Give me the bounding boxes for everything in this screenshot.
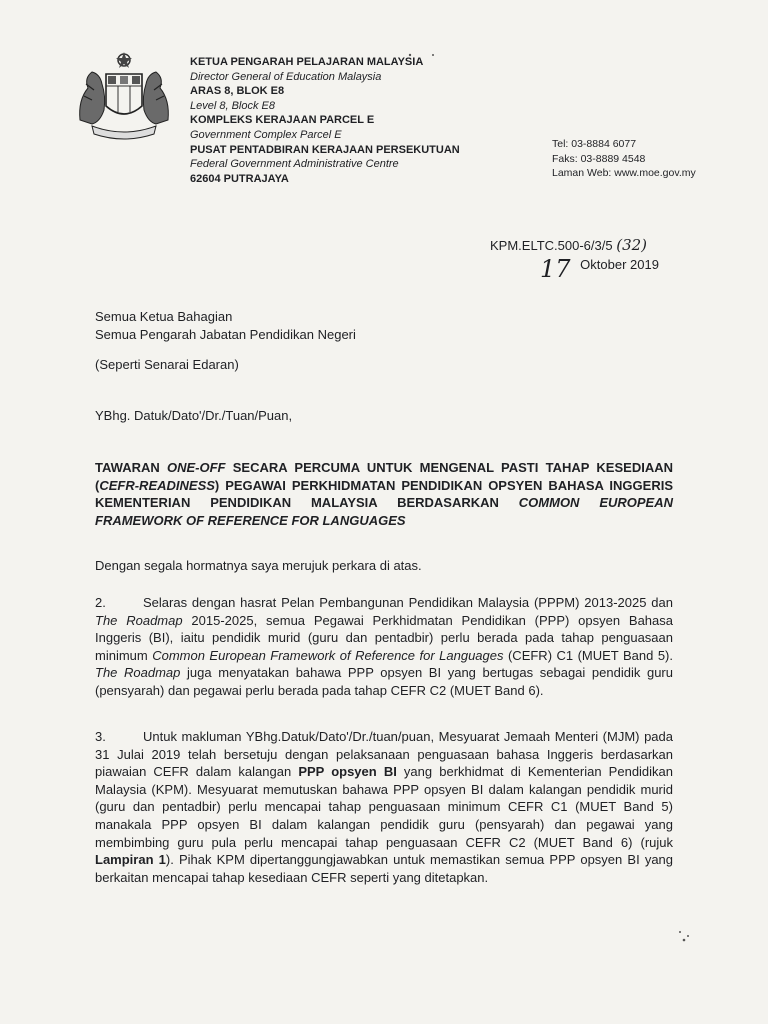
date-month-year: Oktober 2019 — [580, 257, 659, 272]
website: Laman Web: www.moe.gov.my — [552, 167, 696, 180]
distribution-note: (Seperti Senarai Edaran) — [95, 357, 239, 372]
title-text: TAWARAN — [95, 460, 167, 475]
telephone: Tel: 03-8884 6077 — [552, 138, 637, 150]
ref-no: KPM.ELTC.500-6/3/5 — [490, 238, 613, 253]
address-line: PUSAT PENTADBIRAN KERAJAAN PERSEKUTUAN — [190, 143, 460, 156]
recipients — [95, 308, 673, 343]
postcode-city: 62604 PUTRAJAYA — [190, 172, 289, 185]
address-line-en: Level 8, Block E8 — [190, 99, 275, 112]
address-line-en: Government Complex Parcel E — [190, 128, 342, 141]
ref-handwritten: (32) — [616, 236, 648, 254]
letter-date — [540, 255, 659, 283]
letter-title — [95, 459, 673, 529]
reference-number — [490, 237, 647, 254]
scan-speck — [687, 935, 689, 937]
coat-of-arms-icon — [70, 50, 178, 142]
salutation: YBhg. Datuk/Dato'/Dr./Tuan/Puan, — [95, 408, 293, 423]
contact-block — [552, 137, 696, 181]
title-text: COMMON EUROPEAN FRAMEWORK OF REFERENCE FOR LANGUAGES — [95, 495, 673, 528]
title-text: ) PEGAWAI PERKHIDMATAN PENDIDIKAN OPSYEN BAHASA INGGERIS KEMENTERIAN PENDIDIKAN MALAYSIA BERDASARKAN — [95, 477, 673, 511]
title-text: ONE-OFF — [167, 460, 226, 475]
scan-speck — [679, 931, 681, 933]
paragraph-3 — [95, 728, 673, 886]
address-line: KOMPLEKS KERAJAAN PARCEL E — [190, 114, 375, 127]
paragraph-text: Common European Framework of Reference for Languages — [152, 647, 504, 663]
letterhead — [190, 55, 460, 186]
address-line-en: Federal Government Administrative Centre — [190, 158, 399, 171]
paragraph-number: 2. — [95, 595, 106, 610]
fax: Faks: 03-8889 4548 — [552, 152, 646, 165]
paragraph-text: juga menyatakan bahawa PPP opsyen BI yang bertugas sebagai pendidik guru (pensyarah) dan pegawai perlu berada pada tahap CEFR C2 (MUET Band 6). — [95, 665, 673, 698]
paragraph-text: Selaras dengan hasrat Pelan Pembangunan Pendidikan Malaysia (PPPM) 2013-2025 dan — [143, 595, 673, 610]
paragraph-text: The Roadmap — [95, 612, 183, 628]
date-day-handwritten: 17 — [540, 255, 571, 283]
title-text: CEFR-READINESS — [99, 477, 215, 493]
recipient-line: Semua Ketua Bahagian — [95, 309, 233, 324]
paragraph-text: Untuk makluman YBhg.Datuk/Dato'/Dr./tuan/puan, Mesyuarat Jemaah Menteri (MJM) pada 31 Julai 2019 telah bersetuju dengan pelaksanaan penguasaan bahasa Inggeris berdasarkan piawaian CEFR dalam kalangan — [95, 729, 673, 780]
paragraph-text: (CEFR) C1 (MUET Band 5). — [503, 647, 673, 663]
paragraph-text: ). Pihak KPM dipertanggungjawabkan untuk memastikan semua PPP opsyen BI yang berkaitan mencapai tahap kesediaan CEFR seperti yang ditetapkan. — [95, 852, 674, 885]
paragraph-text: yang berkhidmat di Kementerian Pendidikan Malaysia (KPM). Mesyuarat memutuskan bahawa PPP opsyen BI dalam kalangan pendidik murid (guru dan pentadbir) perlu mencapai tahap penguasaan minimum CEFR C1 (MUET Band 5) manakala PPP opsyen BI dalam kalangan pendidik guru (pensyarah) dan pegawai yang membimbing guru pula perlu mencapai tahap penguasaan CEFR C2 (MUET Band 6) (rujuk — [95, 764, 674, 850]
title-text: SECARA PERCUMA UNTUK MENGENAL PASTI TAHAP KESEDIAAN ( — [95, 460, 673, 493]
opening-line: Dengan segala hormatnya saya merujuk perkara di atas. — [95, 558, 422, 573]
paragraph-text: Lampiran 1 — [95, 852, 166, 868]
paragraph-2 — [95, 594, 673, 700]
recipient-line: Semua Pengarah Jabatan Pendidikan Negeri — [95, 326, 356, 342]
scan-speck — [683, 939, 686, 942]
paragraph-text: 2015-2025, semua Pegawai Perkhidmatan Pendidikan (PPP) opsyen Bahasa Inggeris (BI), iaitu pendidik murid (guru dan pentadbir) perlu berada pada tahap penguasaan minimum — [95, 612, 673, 663]
paragraph-number: 3. — [95, 729, 106, 744]
paragraph-text: PPP opsyen BI — [298, 764, 397, 780]
address-line: ARAS 8, BLOK E8 — [190, 85, 285, 98]
org-name-en: Director General of Education Malaysia — [190, 70, 382, 83]
paragraph-text: The Roadmap — [95, 665, 181, 681]
org-name: KETUA PENGARAH PELAJARAN MALAYSIA — [190, 56, 424, 68]
